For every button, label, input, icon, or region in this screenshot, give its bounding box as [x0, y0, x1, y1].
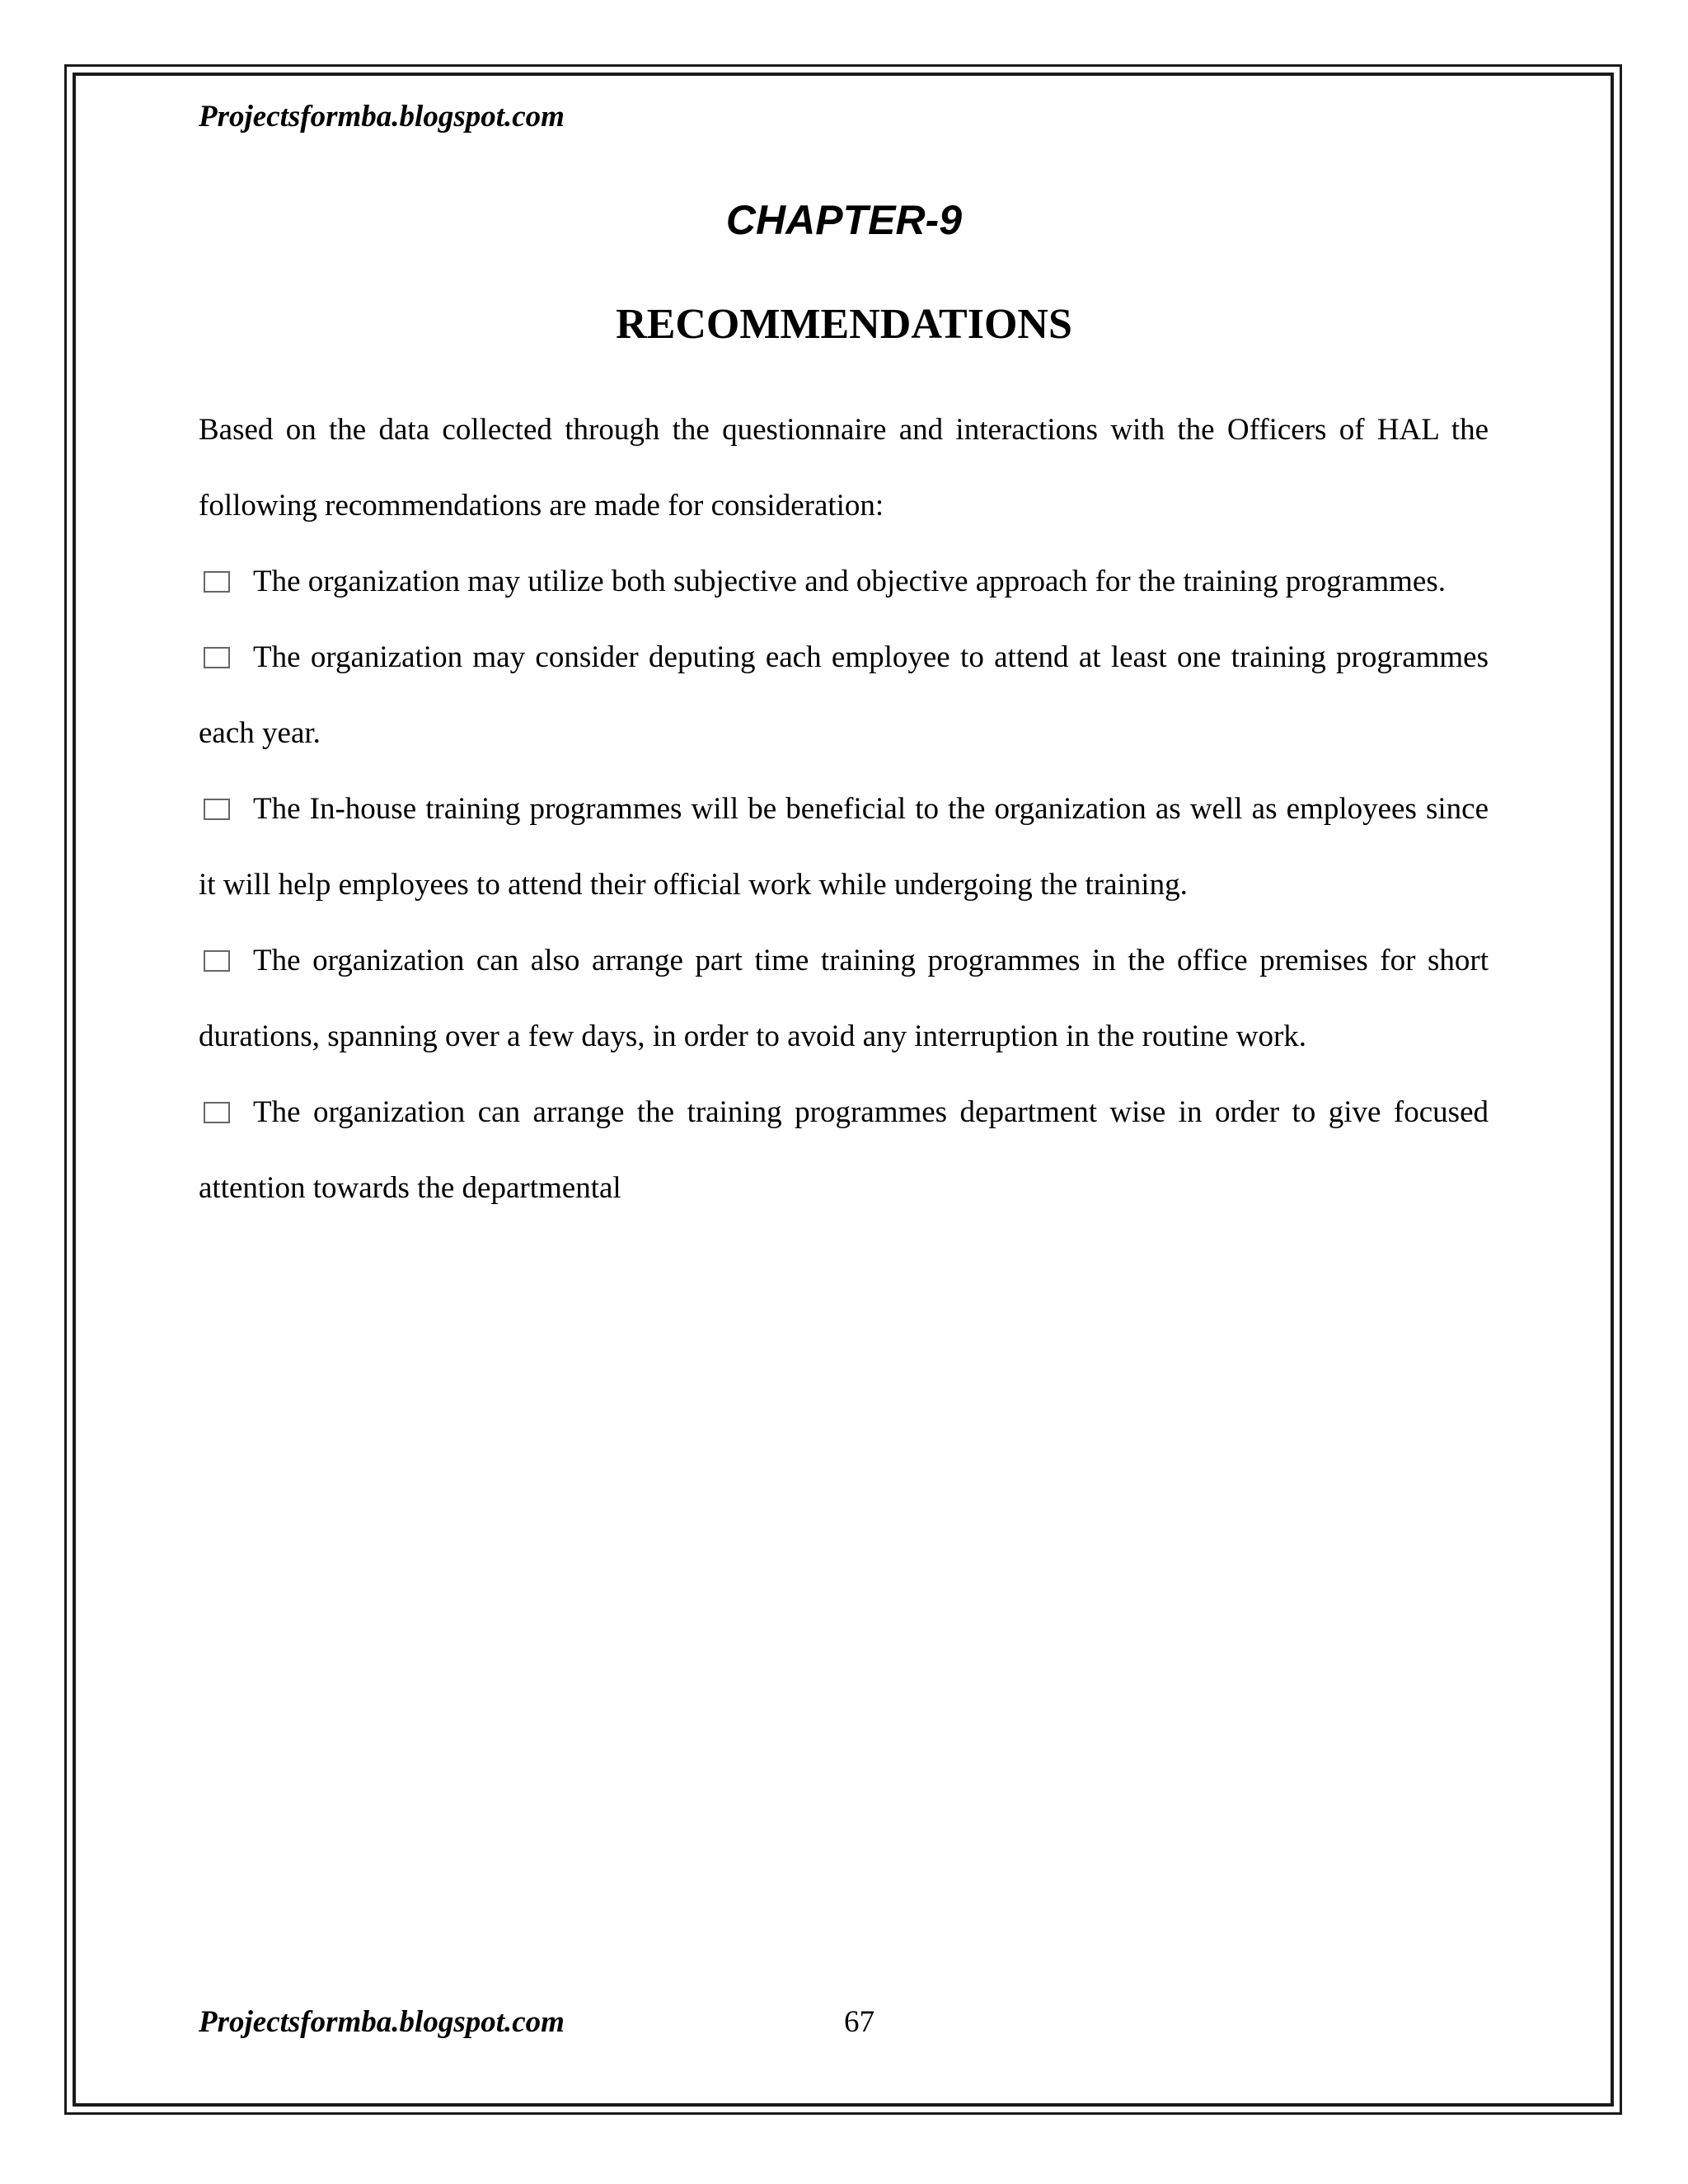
recommendation-text: The organization may utilize both subjective and objective approach for the training programmes. [253, 565, 1446, 598]
square-bullet-icon [204, 799, 230, 820]
recommendation-text: The organization can arrange the training programmes department wise in order to give focused attention towards the departmental [199, 1095, 1489, 1205]
page-number: 67 [844, 2005, 874, 2039]
recommendation-item [199, 1075, 1489, 1226]
footer-site-name: Projectsformba.blogspot.com [199, 2005, 565, 2039]
square-bullet-icon [204, 1102, 230, 1123]
recommendation-item [199, 544, 1489, 620]
recommendation-item [199, 771, 1489, 923]
square-bullet-icon [204, 571, 230, 593]
body-text [199, 392, 1489, 1226]
recommendation-item [199, 923, 1489, 1075]
square-bullet-icon [204, 647, 230, 668]
square-bullet-icon [204, 950, 230, 972]
section-heading: RECOMMENDATIONS [616, 301, 1072, 348]
recommendation-text: The organization can also arrange part time training programmes in the office premises for short durations, spanning over a few days, in order to avoid any interruption in the routine work. [199, 944, 1489, 1053]
header-site-name: Projectsformba.blogspot.com [199, 100, 565, 134]
recommendation-item [199, 620, 1489, 771]
recommendation-text: The In-house training programmes will be beneficial to the organization as well as employees since it will help employees to attend their official work while undergoing the training. [199, 792, 1489, 902]
intro-paragraph: Based on the data collected through the questionnaire and interactions with the Officers of HAL the following recommendations are made for consideration: [199, 413, 1489, 523]
chapter-title: CHAPTER-9 [725, 197, 963, 243]
recommendation-text: The organization may consider deputing each employee to attend at least one training programmes each year. [199, 640, 1489, 750]
